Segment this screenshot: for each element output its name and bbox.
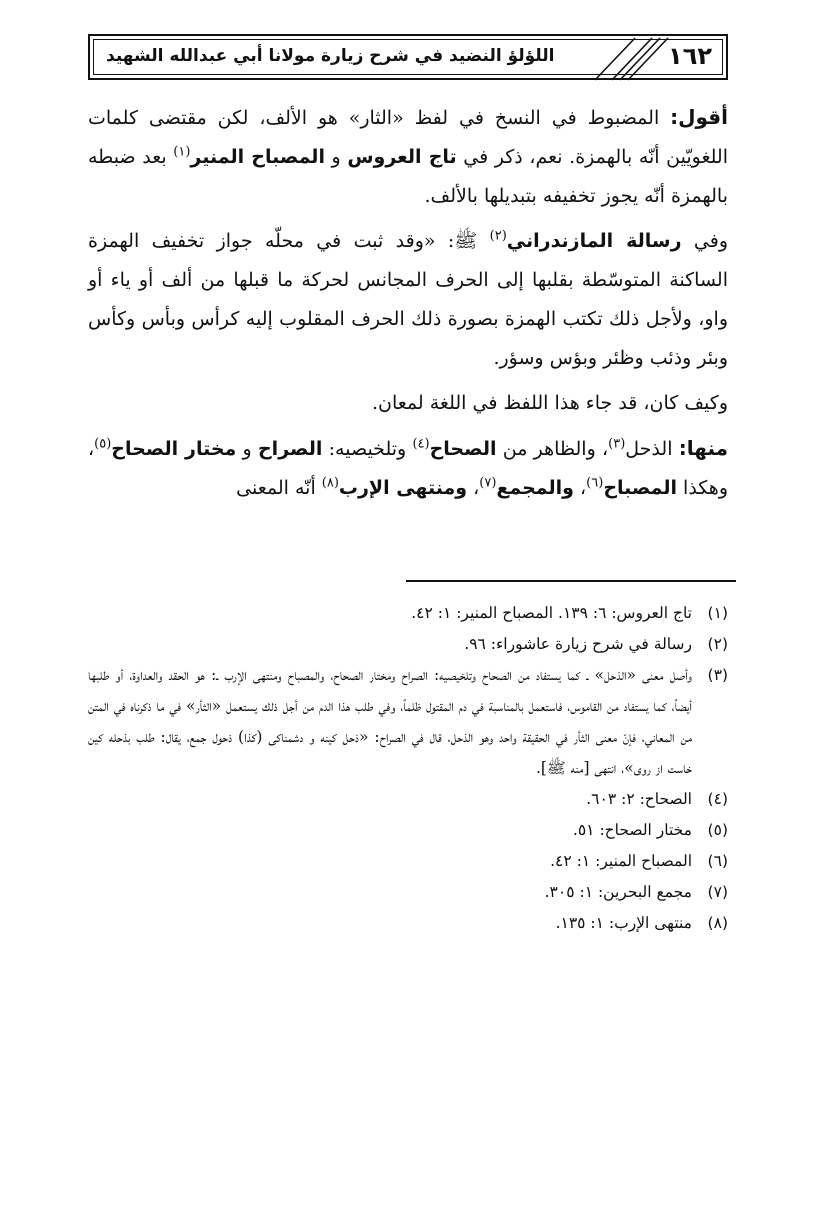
source-title: المصباح	[603, 477, 678, 499]
footnote-ref[interactable]: (٧)	[479, 475, 497, 491]
text-run: الذحل	[625, 438, 679, 460]
footnote-text: المصباح المنير: ١: ٤٢.	[550, 852, 692, 870]
paragraph-4	[88, 429, 728, 508]
footnote-ref[interactable]: (٥)	[94, 436, 112, 452]
page-header	[88, 34, 728, 80]
footnote-number: (٢)	[707, 635, 728, 653]
text-run: المضبوط في النسخ في لفظ «الثار» هو الألف، لكن مقتضى كلمات اللغويّين أنّه بالهمزة. نعم، ذكر في	[88, 107, 728, 168]
footnote-ref[interactable]: (٤)	[412, 436, 430, 452]
text-run: و	[324, 146, 348, 168]
text-run: ﷺ: «وقد ثبت في محلّه جواز تخفيف الهمزة الساكنة المتوسّطة بقلبها إلى الحرف المجانس لحركة ما قبلها من ألف أو ياء أو واو، ولأجل ذلك تكتب الهمزة بصورة ذلك الحرف المقلوب إليه كرأس وبأس وكأس وبئر وذئب وظئر وبؤس وسؤر.	[88, 230, 728, 369]
source-title: ومنتهى الإرب	[338, 477, 468, 499]
text-run: ، وهكذا	[88, 438, 728, 499]
footnote-text: مختار الصحاح: ٥١.	[572, 821, 692, 839]
text-run: و	[236, 438, 258, 460]
footnote-number: (٥)	[707, 821, 728, 839]
running-title: اللؤلؤ النضيد في شرح زيارة مولانا أبي عبدالله الشهيد	[106, 46, 555, 66]
footnote-number: (٣)	[707, 666, 728, 684]
paragraph-lead: منها:	[678, 436, 728, 460]
footnote-number: (٤)	[707, 790, 728, 808]
paragraph-2	[88, 222, 728, 378]
footnotes	[88, 598, 728, 939]
footnote	[88, 660, 728, 784]
footnote-separator	[406, 580, 736, 582]
text-run: أنّه المعنى	[236, 477, 322, 499]
footnote	[88, 908, 728, 939]
footnote	[88, 815, 728, 846]
paragraph-1	[88, 98, 728, 216]
paragraph-3: وكيف كان، قد جاء هذا اللفظ في اللغة لمعان.	[371, 392, 728, 414]
main-text	[88, 98, 728, 514]
footnote-text: وأصل معنى «الذحل» ـ كما يستفاد من الصحاح وتلخيصيه: الصراح ومختار الصحاح، والمصباح ومنتهى الإرب ـ: هو الحقد والعداوة، أو طلبها أيضاً، كما يستفاد من القاموس، فاستعمل بالمناسبة في دم المقتول ظلماً، وفي طلب هذا الدم من أجل ذلك يستعمل «الثأر» في ما ذكرناه في المتن من المعاني، فإنّ معنى الثأر في الحقيقة واحد وهو الذحل، قال في الصراح: «ذحل كينه و دشمناكى (كذا) ذحول جمع، يقال: طلب بذحله كين خاست از روى»، انتهى [منه ﷺ].	[88, 666, 692, 777]
source-title: مختار الصحاح	[111, 438, 237, 460]
footnote-ref[interactable]: (٨)	[321, 475, 339, 491]
footnote-text: الصحاح: ٢: ٦٠٣.	[586, 790, 692, 808]
source-title: رسالة المازندراني	[506, 230, 682, 252]
footnote-text: تاج العروس: ٦: ١٣٩. المصباح المنير: ١: ٤٢.	[411, 604, 692, 622]
footnote-text: رسالة في شرح زيارة عاشوراء: ٩٦.	[464, 635, 692, 653]
text-run: ،	[574, 477, 587, 499]
source-title: الصراح	[257, 438, 323, 460]
source-title: والمجمع	[496, 477, 574, 499]
page-number: ١٦٢	[668, 42, 712, 70]
text-run: وفي	[681, 230, 728, 252]
footnote	[88, 629, 728, 660]
footnote	[88, 598, 728, 629]
footnote-text: مجمع البحرين: ١: ٣٠٥.	[544, 883, 692, 901]
text-run: ،	[467, 477, 480, 499]
source-title: الصحاح	[429, 438, 497, 460]
footnote-ref[interactable]: (٣)	[608, 436, 626, 452]
footnote-number: (٧)	[707, 883, 728, 901]
text-run: بعد ضبطه بالهمزة أنّه يجوز تخفيفه بتبديلها بالألف.	[88, 146, 728, 207]
footnote-ref[interactable]: (٢)	[489, 228, 507, 244]
footnote-text: منتهى الإرب: ١: ١٣٥.	[555, 914, 692, 932]
footnote	[88, 877, 728, 908]
footnote-number: (١)	[707, 604, 728, 622]
footnote-ref[interactable]: (٦)	[586, 475, 604, 491]
footnote	[88, 846, 728, 877]
footnote-number: (٦)	[707, 852, 728, 870]
source-title: المصباح المنير	[190, 146, 325, 168]
footnote	[88, 784, 728, 815]
source-title: تاج العروس	[347, 146, 457, 168]
footnote-ref[interactable]: (١)	[173, 144, 191, 160]
footnote-number: (٨)	[707, 914, 728, 932]
text-run: وتلخيصيه:	[322, 438, 413, 460]
paragraph-lead: أقول:	[670, 105, 728, 129]
text-run: ، والظاهر من	[496, 438, 609, 460]
